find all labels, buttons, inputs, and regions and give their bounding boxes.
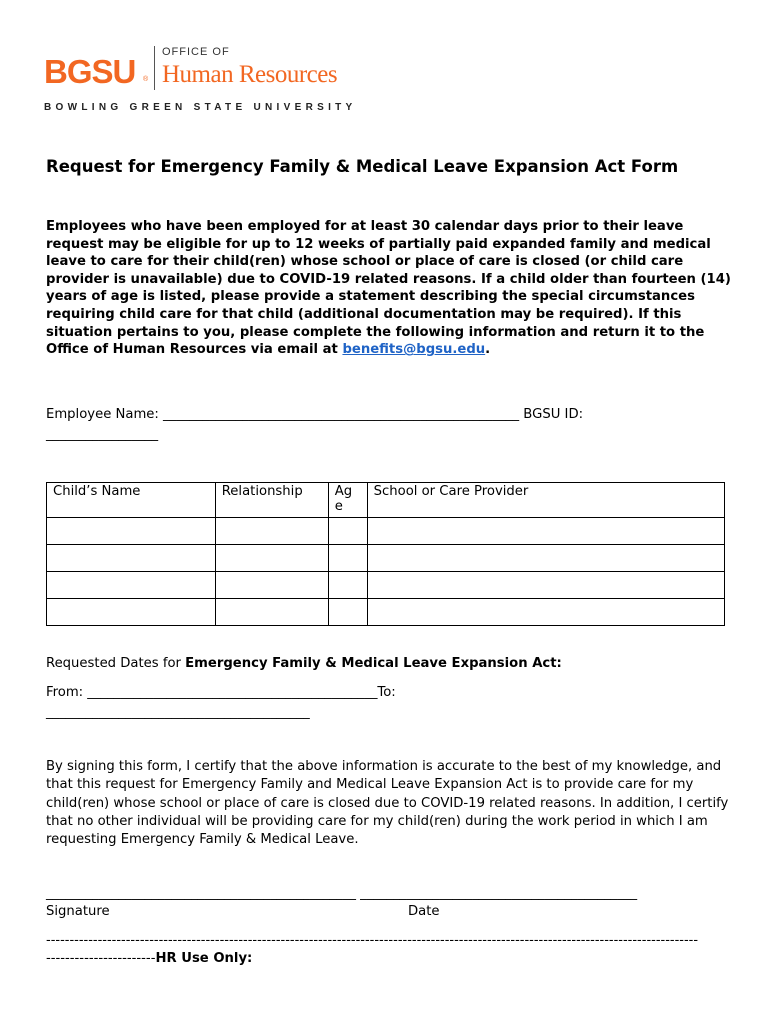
logo-divider <box>154 46 155 90</box>
table-cell[interactable] <box>215 545 328 572</box>
table-cell[interactable] <box>328 545 367 572</box>
table-cell[interactable] <box>215 572 328 599</box>
table-cell[interactable] <box>47 518 216 545</box>
university-name: BOWLING GREEN STATE UNIVERSITY <box>44 102 357 113</box>
bgsu-hr-logo <box>44 44 364 116</box>
to-date-line[interactable]: ________________________________________ <box>46 705 310 720</box>
benefits-email-link[interactable]: benefits@bgsu.edu <box>342 342 486 358</box>
date-label: Date <box>408 904 440 919</box>
table-header-row <box>47 483 725 518</box>
table-cell[interactable] <box>367 518 724 545</box>
table-cell[interactable] <box>328 518 367 545</box>
table-cell[interactable] <box>367 545 724 572</box>
table-cell[interactable] <box>47 545 216 572</box>
bgsu-wordmark: BGSU <box>44 53 136 90</box>
table-cell[interactable] <box>367 572 724 599</box>
table-cell[interactable] <box>367 599 724 626</box>
signature-date-lines[interactable]: _______________________________________________ __________________________________________ <box>46 886 638 901</box>
office-of-label: OFFICE OF <box>162 46 230 58</box>
employee-name-line[interactable]: Employee Name: ______________________________________________________ BGSU ID: <box>46 407 584 422</box>
table-cell[interactable] <box>47 599 216 626</box>
table-cell[interactable] <box>328 572 367 599</box>
requested-dates-prefix: Requested Dates for <box>46 656 186 671</box>
table-cell[interactable] <box>215 599 328 626</box>
from-to-line[interactable]: From: ____________________________________________To: <box>46 685 396 700</box>
bgsu-id-line[interactable]: _________________ <box>46 427 159 442</box>
table-cell[interactable] <box>47 572 216 599</box>
table-row <box>47 545 725 572</box>
header-age: Ag e <box>328 483 367 518</box>
header-relationship: Relationship <box>215 483 328 518</box>
signature-label: Signature <box>46 904 110 919</box>
human-resources-label: Human Resources <box>162 61 338 88</box>
hr-use-only-label: HR Use Only: <box>155 951 253 966</box>
header-childs-name: Child’s Name <box>47 483 216 518</box>
form-title: Request for Emergency Family & Medical Leave Expansion Act Form <box>46 157 679 176</box>
hr-divider: ------------------------------------------------------------------------------------------------------------------------------------------- <box>46 933 699 948</box>
requested-dates-label <box>46 656 562 671</box>
intro-text: Employees who have been employed for at least 30 calendar days prior to their leave request may be eligible for up to 12 weeks of partially paid expanded family and medical leave to care for their child(ren) whose school or place of care is closed (or child care provider is unavailable) due to COVID-19 related reasons. If a child older than fourteen (14) years of age is listed, please provide a statement describing the special circumstances requiring child care for that child (additional documentation may be required). If this situation pertains to you, please complete the following information and return it to the Office of Human Resources via email at <box>46 219 731 358</box>
header-school-provider: School or Care Provider <box>367 483 724 518</box>
intro-end: . <box>485 342 491 358</box>
table-cell[interactable] <box>215 518 328 545</box>
hr-prefix-dashes: ----------------------- <box>46 951 156 966</box>
hr-use-only <box>46 951 252 966</box>
requested-dates-act: Emergency Family & Medical Leave Expansion Act: <box>185 656 562 671</box>
intro-paragraph <box>46 218 736 359</box>
table-cell[interactable] <box>328 599 367 626</box>
table-row <box>47 572 725 599</box>
table-row <box>47 518 725 545</box>
registered-mark: ® <box>143 76 149 83</box>
certification-paragraph: By signing this form, I certify that the above information is accurate to the best of my knowledge, and that this request for Emergency Family and Medical Leave Expansion Act is to provide care for my child(ren) whose school or place of care is closed due to COVID-19 related reasons. In addition, I certify that no other individual will be providing care for my child(ren) during the work period in which I am requesting Emergency Family & Medical Leave. <box>46 759 729 848</box>
children-table <box>46 482 725 626</box>
table-row <box>47 599 725 626</box>
